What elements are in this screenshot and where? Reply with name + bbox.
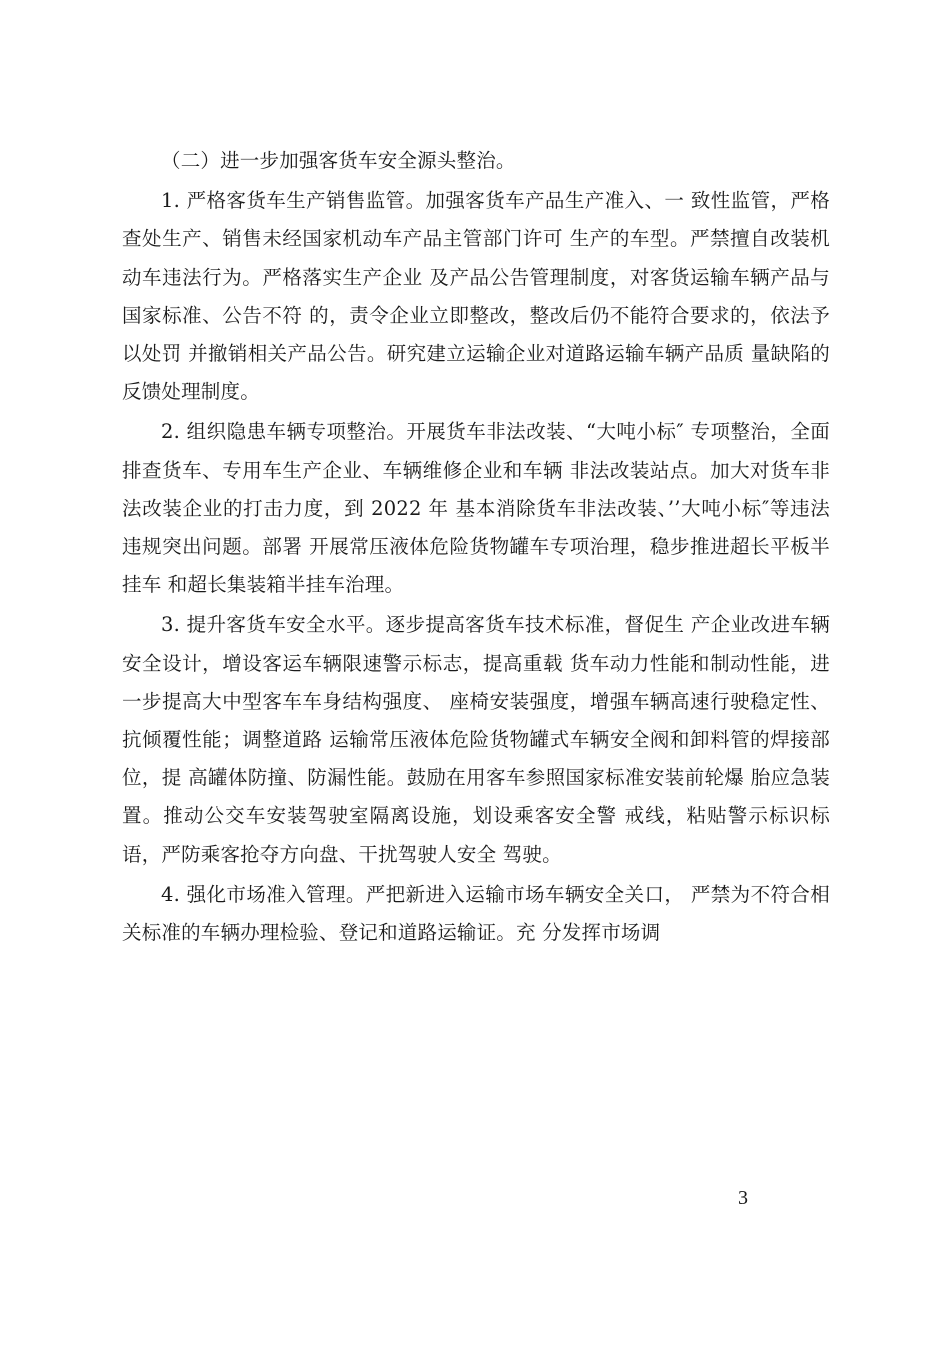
page-number: 3	[738, 1187, 748, 1209]
paragraph-1: 1. 严格客货车生产销售监管。加强客货车产品生产准入、一 致性监管，严格查处生产、销售未经国家机动车产品主管部门许可 生产的车型。严禁擅自改装机动车违法行为。严格落实生产企业 及产品公告管理制度，对客货运输车辆产品与国家标准、公告不符 的，责令企业立即整改，整改后仍不能符合要求的，依法予以处罚 并撤销相关产品公告。研究建立运输企业对道路运输车辆产品质 量缺陷的反馈处理制度。	[122, 189, 830, 404]
paragraph-3: 3. 提升客货车安全水平。逐步提高客货车技术标准，督促生 产企业改进车辆安全设计，增设客运车辆限速警示标志，提高重载 货车动力性能和制动性能，进一步提高大中型客车车身结构强度、 座椅安装强度，增强车辆高速行驶稳定性、抗倾覆性能；调整道路 运输常压液体危险货物罐式车辆安全阀和卸料管的焊接部位，提 高罐体防撞、防漏性能。鼓励在用客车参照国家标准安装前轮爆 胎应急装置。推动公交车安装驾驶室隔离设施，划设乘客安全警 戒线，粘贴警示标识标语，严防乘客抢夺方向盘、干扰驾驶人安全 驾驶。	[122, 613, 830, 866]
paragraph-4: 4. 强化市场准入管理。严把新进入运输市场车辆安全关口， 严禁为不符合相关标准的车辆办理检验、登记和道路运输证。充 分发挥市场调	[122, 882, 830, 945]
paragraph-2: 2. 组织隐患车辆专项整治。开展货车非法改装、“大吨小标″ 专项整治，全面排查货车、专用车生产企业、车辆维修企业和车辆 非法改装站点。加大对货车非法改装企业的打击力度，到 2022 年 基本消除货车非法改装、’’大吨小标″等违法违规突出问题。部署 开展常压液体危险货物罐车专项治理，稳步推进超长平板半挂车 和超长集装箱半挂车治理。	[122, 420, 830, 597]
section-heading: （二）进一步加强客货车安全源头整治。	[161, 149, 516, 172]
document-body	[122, 142, 830, 952]
